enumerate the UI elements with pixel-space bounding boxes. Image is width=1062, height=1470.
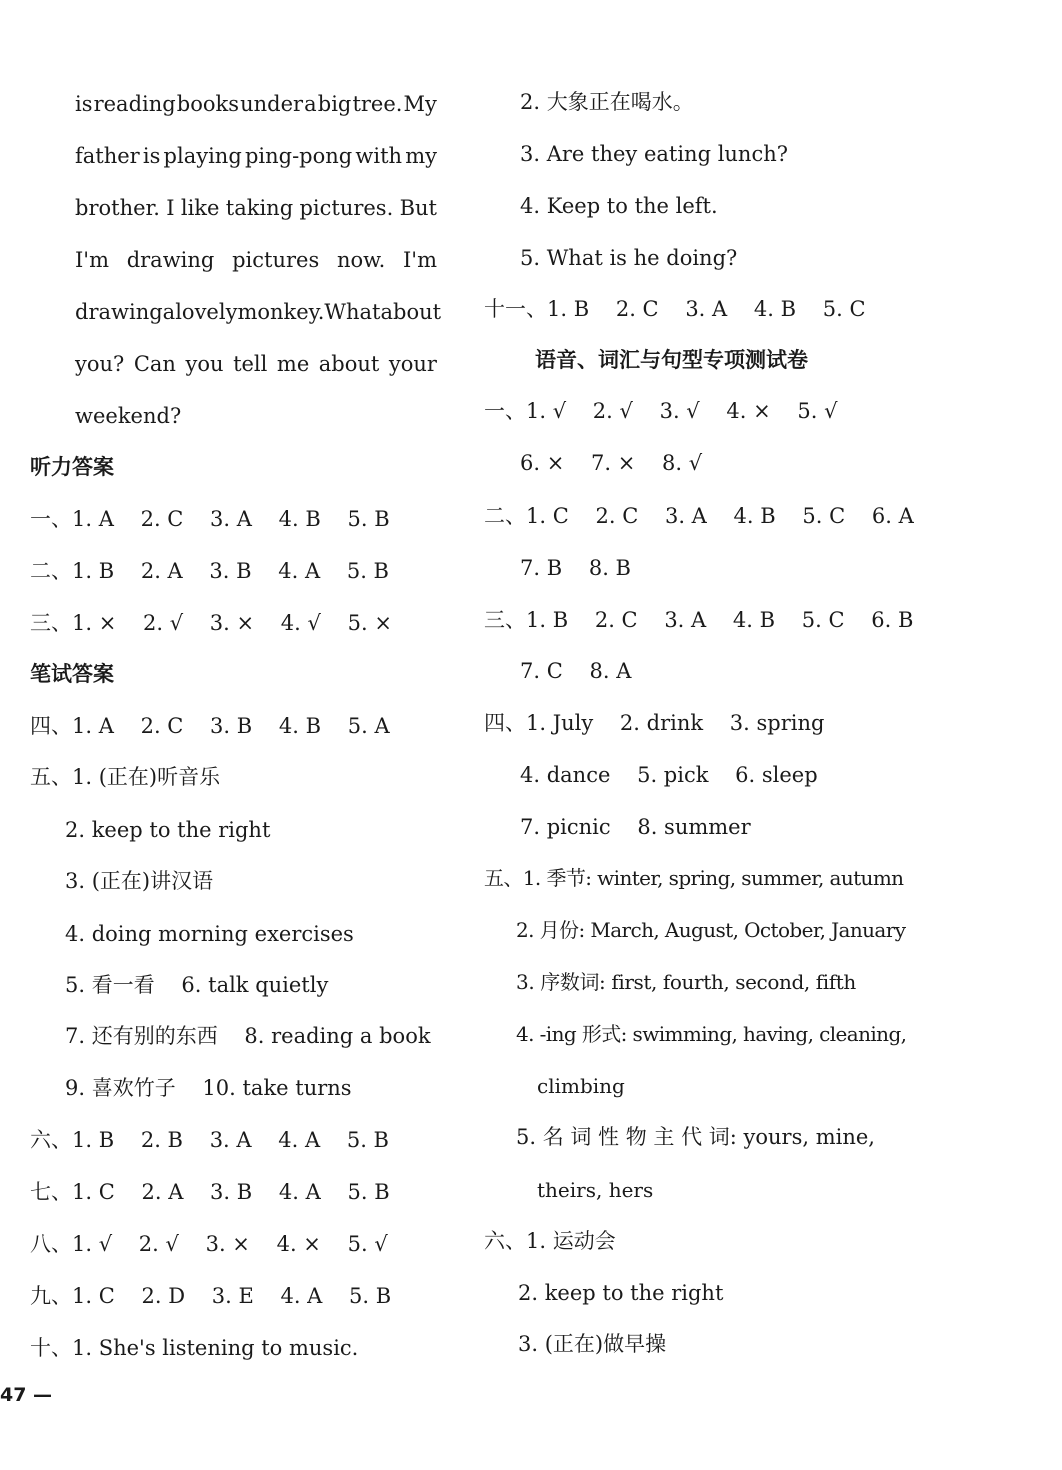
answer-line: 7. 还有别的东西 8. reading a book [65,1024,431,1048]
heading-listening: 听力答案 [30,455,114,479]
answer-line: 八、1. √ 2. √ 3. × 4. × 5. √ [30,1232,388,1256]
answer-line: 一、1. A 2. C 3. A 4. B 5. B [30,507,390,531]
answer-line: 三、1. B 2. C 3. A 4. B 5. C 6. B [484,608,914,632]
answer-line: 2. 大象正在喝水。 [520,90,694,114]
answer-line: 七、1. C 2. A 3. B 4. A 5. B [30,1180,390,1204]
answer-line: 四、1. July 2. drink 3. spring [484,711,825,735]
section-title: 语音、词汇与句型专项测试卷 [535,348,808,372]
passage-line-5: drawing a lovely monkey. What about [75,300,442,324]
page-number: 47 — [0,1384,53,1406]
answer-line: climbing [537,1074,625,1098]
answer-line: 二、1. B 2. A 3. B 4. A 5. B [30,559,389,583]
answer-line: 3. (正在)讲汉语 [65,869,214,893]
answer-line: 九、1. C 2. D 3. E 4. A 5. B [30,1284,392,1308]
answer-line: 7. C 8. A [520,659,632,683]
answer-line: 2. keep to the right [518,1281,724,1305]
answer-line: 十一、1. B 2. C 3. A 4. B 5. C [484,297,866,321]
passage-line-3: brother. I like taking pictures. But [75,196,437,220]
answer-line: 三、1. × 2. √ 3. × 4. √ 5. × [30,611,392,635]
answer-line: 2. keep to the right [65,818,271,842]
answer-line: 2. 月份: March, August, October, January [516,918,906,942]
passage-line-6: you? Can you tell me about your [75,352,437,376]
passage-line-1: is reading books under a big tree. My [75,92,437,116]
answer-line: 6. × 7. × 8. √ [520,451,703,475]
passage-line-7: weekend? [75,404,182,428]
answer-line: 5. 名 词 性 物 主 代 词: yours, mine, [516,1125,875,1149]
answer-line: 4. doing morning exercises [65,922,354,946]
answer-line: 五、1. 季节: winter, spring, summer, autumn [484,866,904,890]
answer-line: 3. 序数词: first, fourth, second, fifth [516,970,856,994]
answer-line: 4. dance 5. pick 6. sleep [520,763,818,787]
answer-line: 5. 看一看 6. talk quietly [65,973,329,997]
passage-line-2: father is playing ping-pong with my [75,144,437,168]
heading-written: 笔试答案 [30,662,114,686]
answer-line: 3. Are they eating lunch? [520,142,789,166]
answer-line: 五、1. (正在)听音乐 [30,765,221,789]
answer-line: 六、1. B 2. B 3. A 4. A 5. B [30,1128,389,1152]
answer-line: 十、1. She's listening to music. [30,1336,359,1360]
passage-line-4: I'm drawing pictures now. I'm [75,248,437,272]
answer-line: 5. What is he doing? [520,246,738,270]
answer-line: 7. B 8. B [520,556,631,580]
answer-line: 二、1. C 2. C 3. A 4. B 5. C 6. A [484,504,914,528]
answer-line: 一、1. √ 2. √ 3. √ 4. × 5. √ [484,399,838,423]
answer-line: 四、1. A 2. C 3. B 4. B 5. A [30,714,390,738]
answer-line: 7. picnic 8. summer [520,815,751,839]
answer-line: 4. -ing 形式: swimming, having, cleaning, [516,1022,907,1046]
answer-line: 9. 喜欢竹子 10. take turns [65,1076,352,1100]
answer-line: 六、1. 运动会 [484,1229,616,1253]
answer-line: 4. Keep to the left. [520,194,718,218]
answer-line: theirs, hers [537,1178,654,1202]
answer-line: 3. (正在)做早操 [518,1332,667,1356]
